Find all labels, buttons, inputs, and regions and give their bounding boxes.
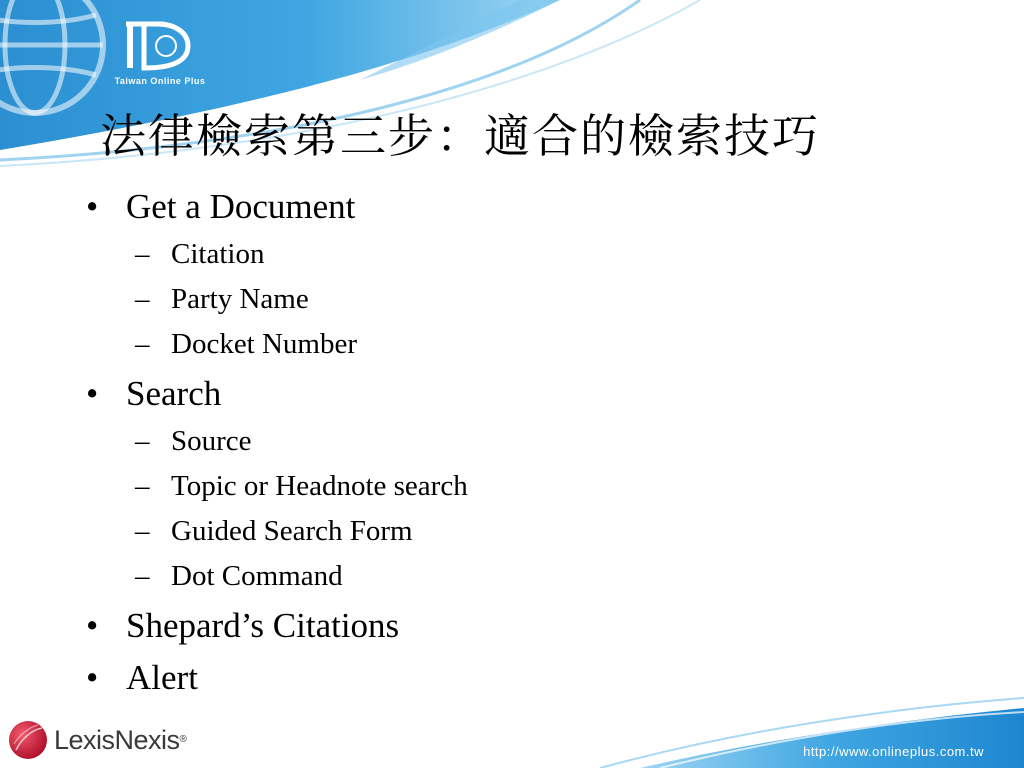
bullet-label: Search bbox=[126, 374, 222, 413]
sub-item bbox=[80, 277, 780, 322]
bullet-dot-icon: • bbox=[86, 606, 99, 645]
lexisnexis-wordmark bbox=[54, 722, 186, 758]
dash-icon: – bbox=[135, 328, 150, 360]
sub-item bbox=[80, 322, 780, 367]
footer-url[interactable]: http://www.onlineplus.com.tw bbox=[803, 744, 984, 759]
dash-icon: – bbox=[135, 470, 150, 502]
section-shepards-citations bbox=[80, 601, 780, 651]
bullet-label: Get a Document bbox=[126, 187, 356, 226]
slide-title: 法律檢索第三步：適合的檢索技巧 bbox=[100, 109, 820, 163]
section-get-a-document bbox=[80, 182, 780, 367]
bullet-label: Shepard’s Citations bbox=[126, 606, 400, 645]
sub-item-label: Dot Command bbox=[171, 560, 343, 592]
sub-item-label: Source bbox=[171, 425, 252, 457]
dash-icon: – bbox=[135, 283, 150, 315]
sub-item bbox=[80, 509, 780, 554]
dash-icon: – bbox=[135, 238, 150, 270]
sub-item bbox=[80, 464, 780, 509]
sub-item bbox=[80, 419, 780, 464]
bullet-item bbox=[80, 182, 780, 232]
sub-item bbox=[80, 232, 780, 277]
sub-item-label: Citation bbox=[171, 238, 265, 270]
sub-item-label: Topic or Headnote search bbox=[171, 470, 468, 502]
dash-icon: – bbox=[135, 515, 150, 547]
sub-item-label: Guided Search Form bbox=[171, 515, 413, 547]
registered-mark: ® bbox=[179, 734, 187, 745]
dash-icon: – bbox=[135, 425, 150, 457]
dash-icon: – bbox=[135, 560, 150, 592]
lexisnexis-logo bbox=[8, 718, 228, 762]
bullet-dot-icon: • bbox=[86, 658, 99, 697]
bullet-label: Alert bbox=[126, 658, 198, 697]
sub-item-label: Docket Number bbox=[171, 328, 358, 360]
logo-caption: Taiwan Online Plus bbox=[114, 76, 206, 86]
bullet-list bbox=[80, 180, 780, 703]
section-search bbox=[80, 369, 780, 599]
logo-mark-icon bbox=[124, 18, 194, 74]
lexisnexis-emblem-icon bbox=[8, 720, 48, 760]
brand-name-text: LexisNexis bbox=[54, 725, 180, 755]
sub-item bbox=[80, 554, 780, 599]
bullet-dot-icon: • bbox=[86, 374, 99, 413]
sub-item-label: Party Name bbox=[171, 283, 309, 315]
taiwan-online-plus-logo bbox=[100, 18, 220, 90]
globe-icon bbox=[0, 0, 110, 120]
bullet-item bbox=[80, 369, 780, 419]
bullet-dot-icon: • bbox=[86, 187, 99, 226]
bullet-item bbox=[80, 601, 780, 651]
